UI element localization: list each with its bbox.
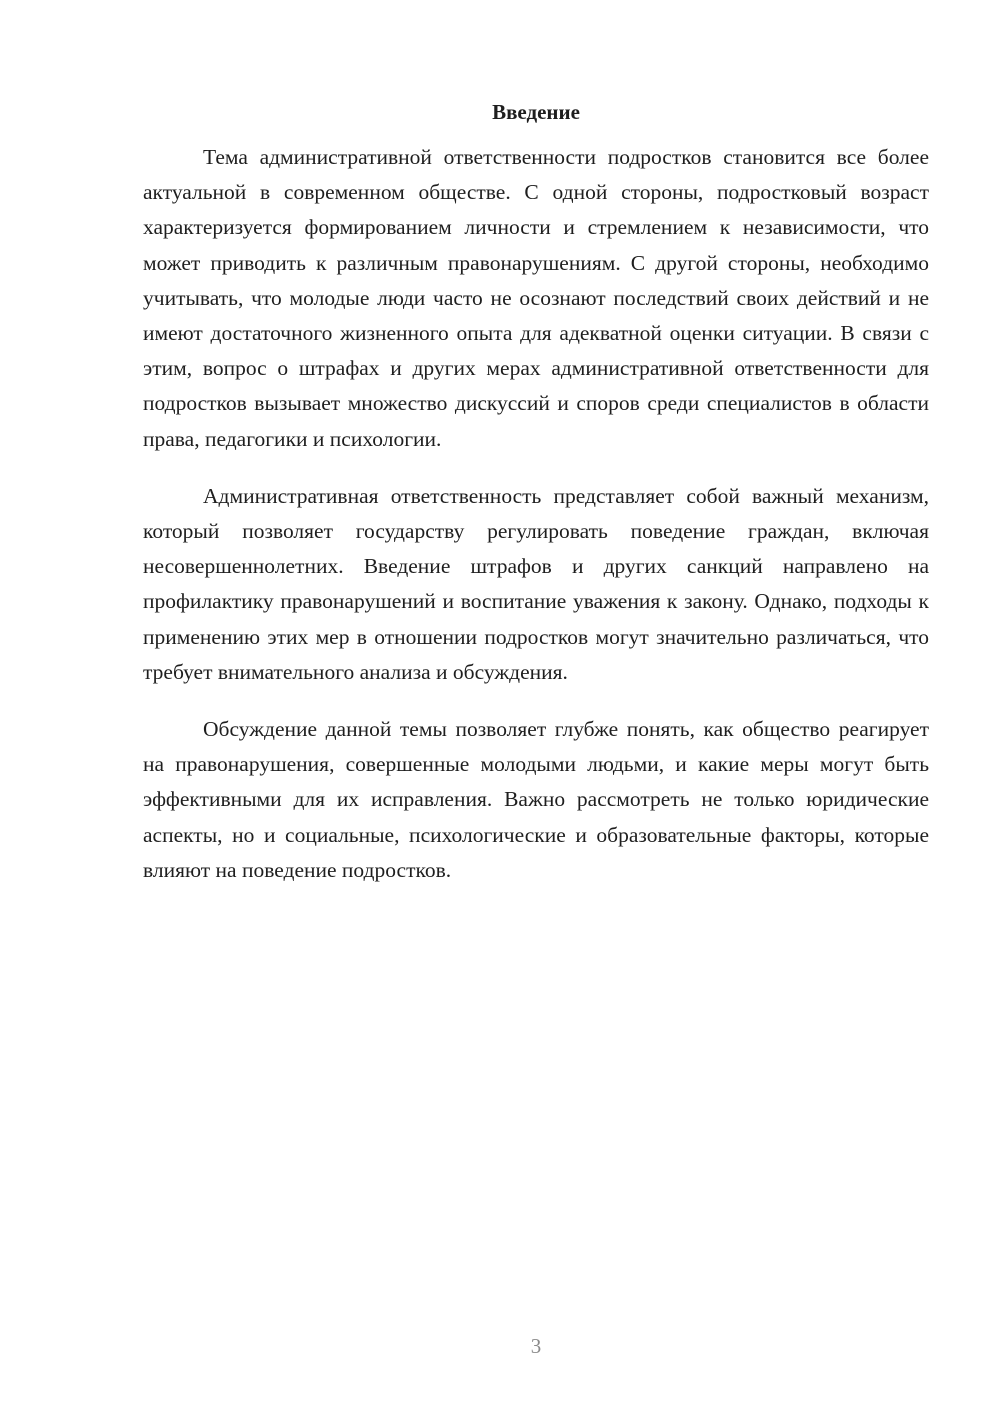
paragraph-3: Обсуждение данной темы позволяет глубже понять, как общество реагирует на правонарушения, совершенные молодыми людьми, и какие меры могут быть эффективными для их исправления. Важно рассмотреть не только юридические аспекты, но и социальные, психологические и образовательные факторы, которые влияют на поведение подростков. bbox=[143, 717, 929, 882]
page-body bbox=[143, 98, 929, 910]
page-title: Введение bbox=[492, 100, 580, 124]
page-number: 3 bbox=[530, 1334, 542, 1358]
paragraph-1: Тема административной ответственности подростков становится все более актуальной в современном обществе. С одной стороны, подростковый возраст характеризуется формированием личности и стремлением к независимости, что может приводить к различным правонарушениям. С другой стороны, необходимо учитывать, что молодые люди часто не осознают последствий своих действий и не имеют достаточного жизненного опыта для адекватной оценки ситуации. В связи с этим, вопрос о штрафах и других мерах административной ответственности для подростков вызывает множество дискуссий и споров среди специалистов в области права, педагогики и психологии. bbox=[143, 145, 929, 451]
paragraph-2: Административная ответственность представляет собой важный механизм, который позволяет государству регулировать поведение граждан, включая несовершеннолетних. Введение штрафов и других санкций направлено на профилактику правонарушений и воспитание уважения к закону. Однако, подходы к применению этих мер в отношении подростков могут значительно различаться, что требует внимательного анализа и обсуждения. bbox=[143, 483, 929, 684]
